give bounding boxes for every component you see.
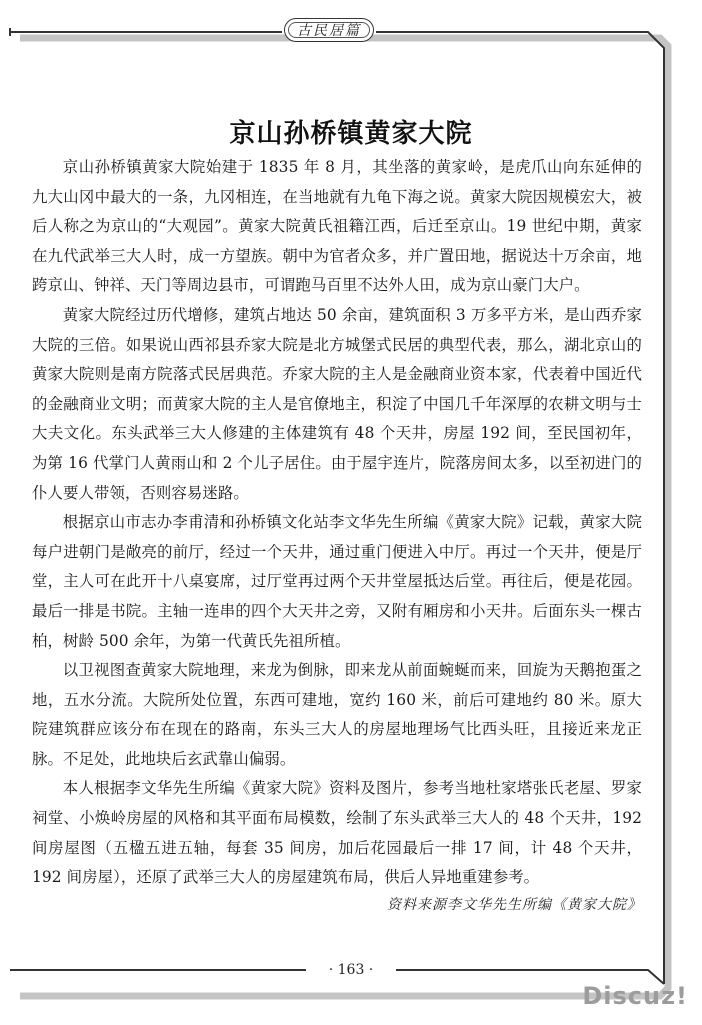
forum-watermark: Discuz! (582, 982, 688, 1010)
paragraph-3: 根据京山市志办李甫清和孙桥镇文化站李文华先生所编《黄家大院》记载，黄家大院每户进朝门是敞亮的前厅，经过一个天井，通过重门便进入中厅。再过一个天井，便是厅堂，主人可在此开十八桌宴席，过厅堂再过两个天井堂屋抵达后堂。再往后，便是花园。最后一排是书院。主轴一连串的四个大天井之旁，又附有厢房和小天井。后面东头一棵古柏，树龄 500 余年，为第一代黄氏先祖所植。 (32, 513, 642, 650)
paragraph-4: 以卫视图查黄家大院地理，来龙为倒脉，即来龙从前面蜿蜒而来，回旋为天鹅抱蛋之地，五水分流。大院所处位置，东西可建地，宽约 160 米，前后可建地约 80 米。原大院建筑群应该分布在现在的路南，东头三大人的房屋地理场气比西头旺，且接近来龙正脉。不足处，此地块后玄武靠山偏弱。 (32, 661, 642, 768)
article-title: 京山孙桥镇黄家大院 (229, 119, 473, 150)
article-body (32, 153, 642, 893)
paragraph-1: 京山孙桥镇黄家大院始建于 1835 年 8 月，其坐落的黄家岭，是虎爪山向东延伸的九大山冈中最大的一条，九冈相连，在当地就有九龟下海之说。黄家大院因规模宏大，被后人称之为京山的“大观园”。黄家大院黄氏祖籍江西，后迁至京山。19 世纪中期，黄家在九代武举三大人时，成一方望族。朝中为官者众多，并广置田地，据说达十万余亩，地跨京山、钟祥、天门等周边县市，可谓跑马百里不达外人田，成为京山豪门大户。 (32, 158, 642, 295)
section-label-tab-inner-border (288, 22, 370, 38)
page-number: · 163 · (328, 962, 374, 978)
section-label: 古民居篇 (297, 23, 361, 39)
source-note: 资料来源李文华先生所编《黄家大院》 (387, 897, 642, 913)
section-label-tab (284, 18, 374, 42)
paragraph-2: 黄家大院经过历代增修，建筑占地达 50 余亩，建筑面积 3 万多平方米，是山西乔家大院的三倍。如果说山西祁县乔家大院是北方城堡式民居的典型代表，那么，湖北京山的黄家大院则是南方院落式民居典范。乔家大院的主人是金融商业资本家，代表着中国近代的金融商业文明；而黄家大院的主人是官僚地主，积淀了中国几千年深厚的农耕文明与士大夫文化。东头武举三大人修建的主体建筑有 48 个天井，房屋 192 间，至民国初年，为第 16 代掌门人黄雨山和 2 个儿子居住。由于屋宇连片，院落房间太多，以至初进门的仆人要人带领，否则容易迷路。 (32, 305, 642, 502)
paragraph-5: 本人根据李文华先生所编《黄家大院》资料及图片，参考当地杜家塔张氏老屋、罗家祠堂、小焕岭房屋的风格和其平面布局模数，绘制了东头武举三大人的 48 个天井，192 间房屋图（五楹五进五轴，每套 35 间房，加后花园最后一排 17 间，计 48 个天井，192 间房屋），还原了武举三大人的房屋建筑布局，供后人异地重建参考。 (32, 779, 642, 887)
